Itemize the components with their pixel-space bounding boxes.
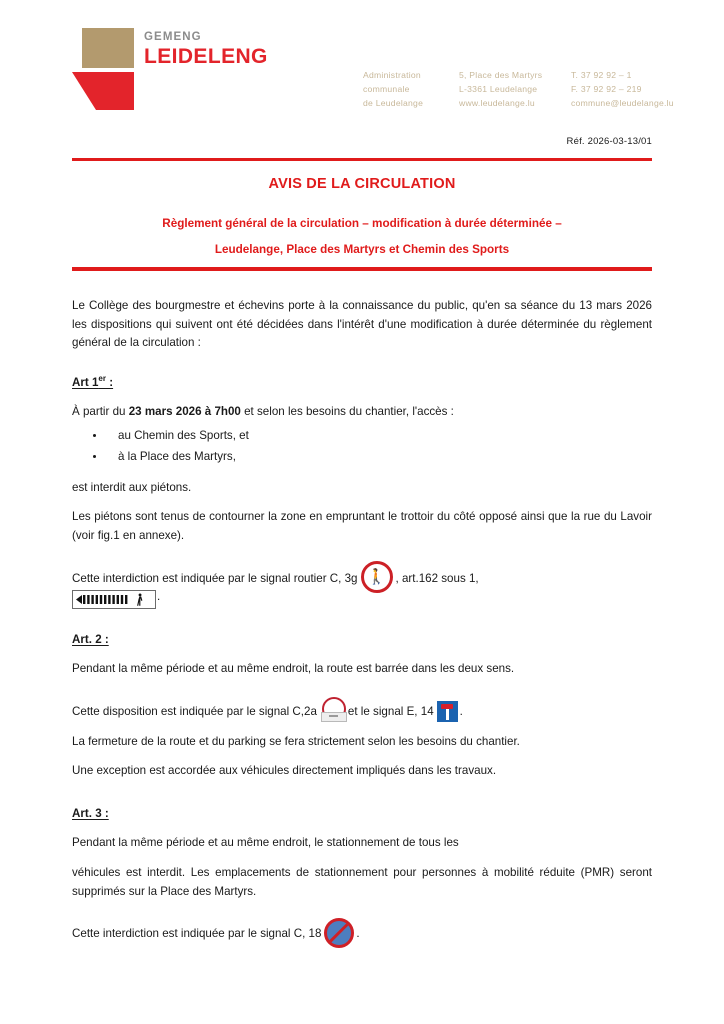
article-1-lead-after: et selon les besoins du chantier, l'accès : [240,405,454,419]
article-1-lead [72,403,652,422]
contact-fax: F. 37 92 92 – 219 [571,84,642,95]
divider-rule-bottom [72,267,652,271]
contact-admin-line1: Administration [363,70,421,80]
list-item: • à la Place des Martyrs, [106,447,652,466]
intro-paragraph: Le Collège des bourgmestre et échevins porte à la connaissance du public, qu'en sa séance du 13 mars 2026 les dispositions qui suivent ont été décidées dans l'intérêt d'une modification à durée déterminée du règlement général de la circulation : [72,299,652,350]
logo-mark-icon [72,28,134,110]
article-2-paragraph-1: Pendant la même période et au même endroit, la route est barrée dans les deux sens. [72,662,515,676]
page-subtitle-line2: Leudelange, Place des Martyrs et Chemin des Sports [214,243,510,256]
article-1-signal-text-c: . [157,590,161,604]
reference-number: Réf. 2026-03-13/01 [566,136,652,147]
article-3-signal-sentence [72,925,652,944]
article-3-signal-text-c: . [356,927,360,941]
article-1-paragraph-2: Les piétons sont tenus de contourner la zone en empruntant le trottoir du côté opposé ainsi que la rue du Lavoir (voir fig.1 en annexe). [72,510,652,543]
article-2-signal-text-c: . [459,704,463,718]
article-1-bullet-list [72,426,652,466]
no-parking-sign-icon [324,918,354,948]
no-entry-base-plate [321,712,347,722]
dead-end-post [446,708,449,720]
article-1-lead-before: À partir du [72,405,129,419]
dead-end-sign-icon [437,701,458,722]
logo-line-gemeng: GEMENG [144,31,202,43]
contact-telephone: T. 37 92 92 – 1 [571,70,632,80]
logo-wordmark [144,30,268,69]
article-2-signal-text-b: et le signal E, 14 [347,704,434,718]
article-1-heading-text: Art 1 [72,375,99,389]
article-2-signal-sentence [72,703,652,722]
contact-column-administration [363,68,459,111]
municipality-logo [72,28,268,118]
article-1-signal-text-b: , art.162 sous 1, [395,571,479,585]
no-entry-all-vehicles-sign-icon [321,697,346,722]
article-3-signal-text-a: Cette interdiction est indiquée par le signal C, 18 [72,927,322,941]
pedestrian-glyph: 🚶 [367,568,386,586]
article-3-paragraph-2: véhicules est interdit. Les emplacements de stationnement pour personnes à mobilité réduite (PMR) seront supprimés sur la Place des Martyrs. [72,865,652,898]
contact-address-city: L-3361 Leudelange [459,84,538,95]
list-item: • au Chemin des Sports, et [106,426,652,445]
contact-block [363,68,711,111]
article-2-paragraph-2: La fermeture de la route et du parking se fera strictement selon les besoins du chantier. [72,734,520,748]
divider-rule-top [72,158,652,161]
contact-website-link[interactable]: www.leudelange.lu [459,98,535,109]
no-parking-slash [330,923,349,942]
article-1-heading-sup: er [98,373,106,383]
article-1-signal-text-a: Cette interdiction est indiquée par le signal routier C, 3g [72,571,358,585]
article-1-lead-date: 23 mars 2026 à 7h00 [128,405,241,419]
contact-admin-line2: communale [363,84,410,95]
document-header [0,24,724,134]
page-title: AVIS DE LA CIRCULATION [268,176,456,192]
dead-end-bar [441,704,453,709]
contact-email-link[interactable]: commune@leudelange.lu [571,98,674,109]
contact-column-phone [571,68,711,111]
article-1-crossing-line [72,588,652,607]
contact-address-street: 5, Place des Martyrs [459,70,543,80]
page-subtitle-line1: Règlement général de la circulation – modification à durée déterminée – [162,217,562,230]
article-3-paragraph-1: Pendant la même période et au même endroit, le stationnement de tous les [72,836,459,850]
document-body [72,297,652,944]
article-2-signal-text-a: Cette disposition est indiquée par le signal C,2a [72,704,317,718]
article-1-heading [72,370,652,392]
article-3-heading: Art. 3 : [72,806,109,820]
pedestrian-crossing-panel-icon [72,590,156,609]
page-subtitle [62,211,662,263]
article-1-signal-sentence [72,570,652,589]
article-2-heading: Art. 2 : [72,632,109,646]
article-1-heading-colon: : [105,375,114,389]
logo-line-leideleng: LEIDELENG [144,45,268,68]
article-1-after-bullets: est interdit aux piétons. [72,480,192,494]
crossing-panel-svg [73,591,155,608]
contact-admin-line3: de Leudelange [363,98,424,109]
contact-column-address [459,68,571,111]
no-pedestrians-sign-icon [361,561,393,593]
article-2-paragraph-3: Une exception est accordée aux véhicules directement impliqués dans les travaux. [72,764,497,778]
